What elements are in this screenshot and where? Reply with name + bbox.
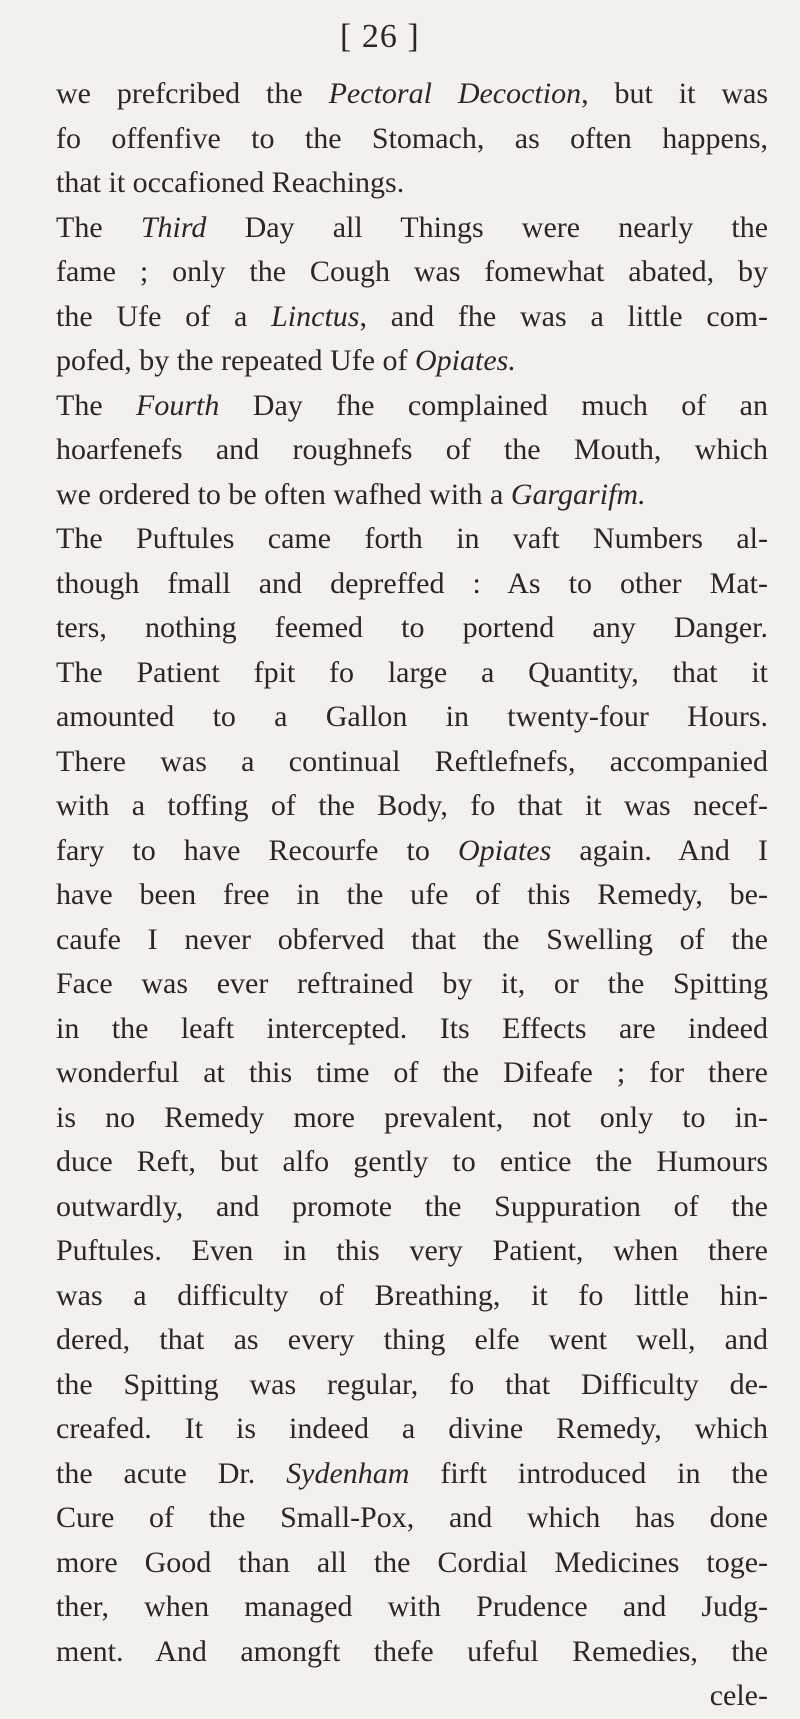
text-run: fary to have Recourfe to: [56, 833, 458, 867]
text-line: [56, 829, 768, 874]
text-run: was a difficulty of Breathing, it fo little hin-: [56, 1278, 768, 1312]
text-line: [56, 1541, 768, 1586]
text-line: [56, 117, 768, 162]
text-line: [56, 1585, 768, 1630]
text-line: [56, 1140, 768, 1185]
text-run: firft introduced in the: [409, 1456, 768, 1490]
text-line: [56, 1051, 768, 1096]
text-run: we ordered to be often wafhed with a: [56, 477, 511, 511]
text-run: pofed, by the repeated Ufe of: [56, 344, 416, 377]
text-run: the acute Dr.: [56, 1456, 287, 1490]
text-run: fame ; only the Cough was fomewhat abated, by: [56, 255, 768, 288]
text-line: [56, 651, 768, 696]
text-line: [56, 72, 768, 117]
italic-text-run: Fourth: [136, 388, 220, 422]
text-run: cele-: [709, 1679, 768, 1712]
text-line: [56, 1674, 768, 1719]
text-run: The Patient fpit fo large a Quantity, that it: [56, 655, 768, 689]
text-run: that it occafioned Reachings.: [56, 166, 405, 199]
italic-text-run: Pectoral Decoction: [328, 77, 582, 110]
text-run: wonderful at this time of the Difeafe ; for there: [56, 1056, 768, 1089]
text-run: fo offenfive to the Stomach, as often happens,: [56, 121, 768, 155]
text-line: [56, 873, 768, 918]
text-line: [56, 339, 768, 384]
text-line: [56, 1407, 768, 1452]
text-line: [56, 295, 768, 340]
body-text: [56, 72, 768, 1719]
italic-text-run: Gargarifm.: [510, 477, 646, 511]
text-run: the Ufe of a: [56, 299, 272, 333]
text-run: Day fhe complained much of an: [219, 388, 768, 422]
text-line: [56, 1630, 768, 1675]
text-line: [56, 1096, 768, 1141]
text-run: have been free in the ufe of this Remedy, be-: [56, 878, 768, 911]
text-run: ment. And amongft thefe ufeful Remedies, the: [56, 1634, 768, 1668]
text-line: [56, 962, 768, 1007]
text-run: the Spitting was regular, fo that Difficulty de-: [56, 1367, 768, 1401]
text-line: [56, 1452, 768, 1497]
text-line: [56, 784, 768, 829]
text-run: though fmall and depreffed : As to other Mat-: [56, 566, 768, 600]
text-line: [56, 250, 768, 295]
text-line: [56, 161, 768, 206]
text-line: [56, 1318, 768, 1363]
text-run: creafed. It is indeed a divine Remedy, which: [56, 1412, 768, 1445]
text-run: ters, nothing feemed to portend any Danger.: [56, 611, 768, 644]
italic-text-run: Third: [140, 210, 207, 244]
text-line: [56, 206, 768, 251]
italic-text-run: Sydenham: [286, 1456, 410, 1490]
italic-text-run: Opiates: [457, 833, 552, 867]
text-run: The Puftules came forth in vaft Numbers al-: [56, 522, 768, 555]
text-run: again. And I: [551, 833, 768, 867]
text-run: Face was ever reftrained by it, or the Spitting: [56, 967, 768, 1000]
text-run: , and fhe was a little com-: [359, 299, 768, 333]
text-run: outwardly, and promote the Suppuration of the: [56, 1189, 768, 1223]
text-run: dered, that as every thing elfe went well, and: [56, 1323, 768, 1356]
text-run: , but it was: [581, 77, 768, 110]
text-line: [56, 740, 768, 785]
text-run: we prefcribed the: [56, 77, 329, 110]
text-line: [56, 1185, 768, 1230]
text-run: more Good than all the Cordial Medicines toge-: [56, 1545, 768, 1579]
text-run: The: [56, 388, 137, 422]
text-run: caufe I never obferved that the Swelling of the: [56, 922, 768, 956]
text-line: [56, 428, 768, 473]
text-run: Puftules. Even in this very Patient, when there: [56, 1234, 768, 1267]
text-line: [56, 1496, 768, 1541]
text-run: ther, when managed with Prudence and Judg-: [56, 1590, 768, 1623]
text-run: duce Reft, but alfo gently to entice the Humours: [56, 1145, 768, 1178]
text-run: amounted to a Gallon in twenty-four Hours.: [56, 700, 768, 733]
text-run: Day all Things were nearly the: [206, 210, 769, 244]
text-run: in the leaft intercepted. Its Effects are indeed: [56, 1011, 768, 1045]
page-number: [ 26 ]: [340, 18, 420, 55]
text-line: [56, 384, 768, 429]
text-line: [56, 695, 768, 740]
text-line: [56, 517, 768, 562]
text-line: [56, 562, 768, 607]
italic-text-run: Linctus: [271, 299, 360, 333]
text-line: [56, 473, 768, 518]
italic-text-run: Opiates.: [415, 344, 516, 377]
text-run: The: [56, 210, 141, 244]
text-line: [56, 1274, 768, 1319]
text-line: [56, 606, 768, 651]
text-run: with a toffing of the Body, fo that it was necef-: [56, 789, 768, 822]
text-run: Cure of the Small-Pox, and which has done: [56, 1501, 768, 1534]
text-line: [56, 1363, 768, 1408]
text-line: [56, 1229, 768, 1274]
text-run: There was a continual Reftlefnefs, accompanied: [56, 744, 768, 778]
text-run: hoarfenefs and roughnefs of the Mouth, which: [56, 433, 768, 466]
text-line: [56, 1007, 768, 1052]
text-run: is no Remedy more prevalent, not only to in-: [56, 1100, 768, 1134]
text-line: [56, 918, 768, 963]
